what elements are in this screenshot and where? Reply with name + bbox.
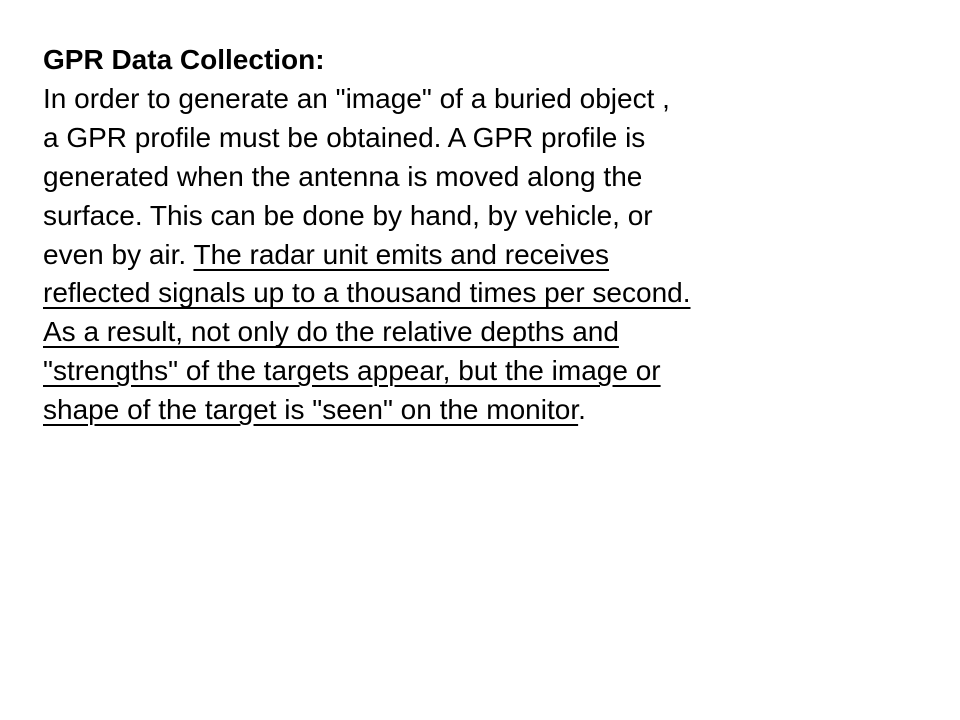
body-line-4 <box>43 197 923 236</box>
body-line-6 <box>43 274 923 313</box>
body-line-9 <box>43 391 923 430</box>
body-text: In order to generate an "image" of a buried object , <box>43 82 670 114</box>
slide-content <box>43 41 923 430</box>
body-text: a GPR profile must be obtained. A GPR profile is <box>43 121 646 153</box>
underlined-text: shape of the target is "seen" on the monitor <box>43 394 579 426</box>
body-text: even by air. <box>43 238 194 270</box>
body-text: surface. This can be done by hand, by vehicle, or <box>43 199 653 231</box>
body-line-2 <box>43 119 923 158</box>
body-line-1 <box>43 80 923 119</box>
body-line-8 <box>43 352 923 391</box>
body-text: . <box>578 394 586 426</box>
underlined-text: "strengths" of the targets appear, but the image or <box>43 355 661 387</box>
underlined-text: The radar unit emits and receives <box>193 238 610 270</box>
body-line-5 <box>43 236 923 275</box>
underlined-text: reflected signals up to a thousand times per second. <box>43 277 691 309</box>
body-text: generated when the antenna is moved along the <box>43 160 643 192</box>
body-line-7 <box>43 313 923 352</box>
underlined-text: As a result, not only do the relative depths and <box>43 316 619 348</box>
body-line-3 <box>43 158 923 197</box>
slide-title: GPR Data Collection: <box>43 44 325 75</box>
